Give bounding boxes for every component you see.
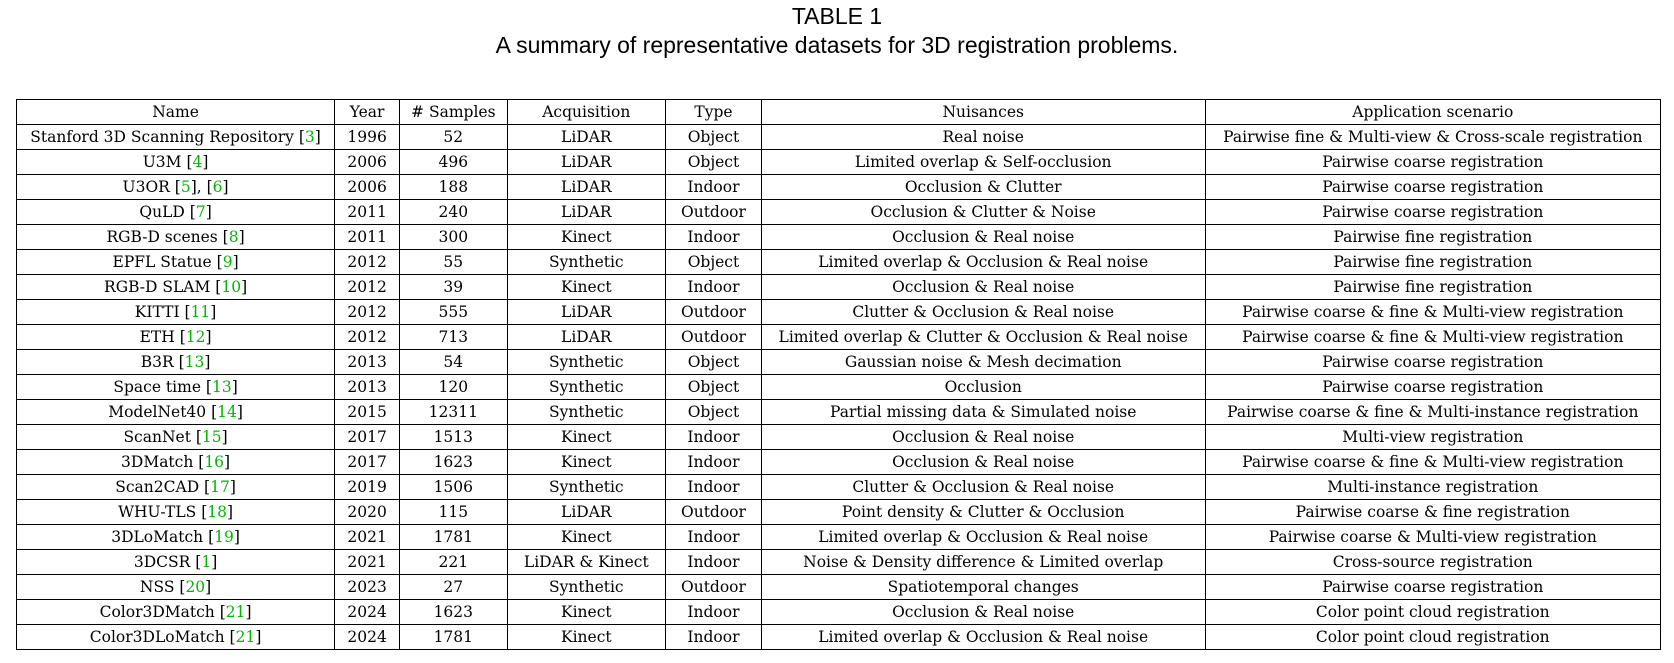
table-row [17,250,1661,275]
cell-samples: 1623 [400,450,507,475]
cell-nuisances: Occlusion & Clutter & Noise [761,200,1205,225]
cell-type: Indoor [666,625,762,650]
cell-samples: 300 [400,225,507,250]
cell-type: Outdoor [666,200,762,225]
cell-samples: 1781 [400,525,507,550]
cell-samples: 496 [400,150,507,175]
cell-samples: 115 [400,500,507,525]
citation-link[interactable]: 17 [210,478,230,496]
cell-acquisition: Synthetic [507,475,666,500]
cell-acquisition: LiDAR [507,175,666,200]
cell-type: Indoor [666,475,762,500]
cell-acquisition: Kinect [507,625,666,650]
cell-nuisances: Limited overlap & Self-occlusion [761,150,1205,175]
table-body [17,125,1661,650]
citation-link[interactable]: 10 [221,278,242,296]
table-row [17,625,1661,650]
cell-year: 2011 [335,225,400,250]
cell-name: Space time [13] [17,375,335,400]
cell-name: B3R [13] [17,350,335,375]
cell-acquisition: LiDAR [507,150,666,175]
cell-year: 2013 [335,375,400,400]
cell-nuisances: Clutter & Occlusion & Real noise [761,475,1205,500]
citation-link[interactable]: 21 [225,603,246,621]
cell-acquisition: LiDAR [507,300,666,325]
cell-type: Indoor [666,225,762,250]
cell-name: U3OR [5], [6] [17,175,335,200]
dataset-name: Scan2CAD [115,478,200,496]
cell-application: Pairwise coarse registration [1205,200,1660,225]
cell-name: 3DLoMatch [19] [17,525,335,550]
cell-acquisition: Synthetic [507,350,666,375]
cell-year: 2012 [335,300,400,325]
cell-acquisition: LiDAR [507,325,666,350]
cell-acquisition: Kinect [507,275,666,300]
cell-nuisances: Clutter & Occlusion & Real noise [761,300,1205,325]
cell-application: Pairwise fine registration [1205,250,1660,275]
dataset-name: 3DMatch [121,453,194,471]
cell-year: 2021 [335,525,400,550]
citation-link[interactable]: 16 [204,453,225,471]
table-row [17,175,1661,200]
dataset-name: RGB-D scenes [106,228,218,246]
cell-year: 2012 [335,275,400,300]
datasets-table [16,99,1661,650]
cell-application: Pairwise coarse registration [1205,375,1660,400]
cell-application: Pairwise fine registration [1205,225,1660,250]
cell-type: Object [666,150,762,175]
table-row [17,300,1661,325]
citation-link[interactable]: 15 [201,428,222,446]
table-row [17,225,1661,250]
cell-samples: 1506 [400,475,507,500]
dataset-name: ModelNet40 [108,403,207,421]
cell-name: EPFL Statue [9] [17,250,335,275]
cell-name: Color3DLoMatch [21] [17,625,335,650]
cell-acquisition: LiDAR [507,500,666,525]
cell-year: 2024 [335,600,400,625]
table-row [17,275,1661,300]
header-row [17,100,1661,125]
cell-type: Outdoor [666,325,762,350]
cell-year: 2012 [335,250,400,275]
cell-year: 2006 [335,150,400,175]
citation-link[interactable]: 1 [201,553,212,571]
cell-nuisances: Spatiotemporal changes [761,575,1205,600]
cell-nuisances: Partial missing data & Simulated noise [761,400,1205,425]
cell-name: QuLD [7] [17,200,335,225]
cell-name: 3DMatch [16] [17,450,335,475]
dataset-name: Space time [113,378,201,396]
cell-name: RGB-D SLAM [10] [17,275,335,300]
citation-link[interactable]: 19 [214,528,234,546]
cell-acquisition: Synthetic [507,400,666,425]
cell-acquisition: Kinect [507,450,666,475]
table-row [17,150,1661,175]
cell-samples: 1781 [400,625,507,650]
cell-type: Indoor [666,525,762,550]
cell-samples: 188 [400,175,507,200]
citation-link[interactable]: 8 [228,228,239,246]
table-row [17,575,1661,600]
cell-acquisition: Kinect [507,525,666,550]
column-header-year: Year [335,100,400,125]
citation-link[interactable]: 14 [217,403,237,421]
cell-year: 2021 [335,550,400,575]
cell-acquisition: LiDAR [507,125,666,150]
cell-nuisances: Noise & Density difference & Limited overlap [761,550,1205,575]
table-row [17,475,1661,500]
dataset-name: Color3DLoMatch [89,628,225,646]
citation-link[interactable]: 4 [192,153,203,171]
cell-nuisances: Occlusion & Real noise [761,450,1205,475]
table-row [17,200,1661,225]
table-row [17,125,1661,150]
cell-application: Pairwise coarse registration [1205,350,1660,375]
cell-name: NSS [20] [17,575,335,600]
cell-acquisition: Kinect [507,600,666,625]
citation-link[interactable]: 20 [185,578,206,596]
cell-application: Pairwise coarse registration [1205,175,1660,200]
cell-type: Indoor [666,550,762,575]
table-row [17,425,1661,450]
cell-nuisances: Occlusion & Real noise [761,225,1205,250]
dataset-name: Stanford 3D Scanning Repository [30,128,294,146]
cell-nuisances: Occlusion & Real noise [761,275,1205,300]
cell-application: Pairwise fine registration [1205,275,1660,300]
cell-samples: 39 [400,275,507,300]
table-row [17,375,1661,400]
cell-nuisances: Point density & Clutter & Occlusion [761,500,1205,525]
cell-application: Pairwise coarse & fine registration [1205,500,1660,525]
cell-year: 2006 [335,175,400,200]
cell-nuisances: Occlusion & Clutter [761,175,1205,200]
cell-type: Object [666,350,762,375]
cell-year: 2011 [335,200,400,225]
cell-samples: 713 [400,325,507,350]
table-row [17,325,1661,350]
cell-name: U3M [4] [17,150,335,175]
citation-link[interactable]: 13 [211,378,232,396]
table-row [17,450,1661,475]
cell-samples: 1623 [400,600,507,625]
dataset-name: U3M [142,153,182,171]
dataset-name: KITTI [134,303,180,321]
cell-acquisition: Synthetic [507,250,666,275]
citation-link[interactable]: 7 [195,203,206,221]
cell-samples: 55 [400,250,507,275]
dataset-name: NSS [139,578,175,596]
cell-year: 2015 [335,400,400,425]
cell-year: 2023 [335,575,400,600]
table-row [17,600,1661,625]
cell-acquisition: Kinect [507,425,666,450]
cell-nuisances: Limited overlap & Occlusion & Real noise [761,250,1205,275]
dataset-name: QuLD [139,203,185,221]
cell-name: 3DCSR [1] [17,550,335,575]
dataset-name: WHU-TLS [118,503,197,521]
cell-type: Object [666,375,762,400]
cell-samples: 12311 [400,400,507,425]
cell-samples: 54 [400,350,507,375]
cell-type: Object [666,125,762,150]
cell-acquisition: Synthetic [507,575,666,600]
cell-name: ScanNet [15] [17,425,335,450]
dataset-name: RGB-D SLAM [104,278,211,296]
dataset-name: U3OR [122,178,170,196]
table-row [17,550,1661,575]
cell-acquisition: LiDAR [507,200,666,225]
dataset-name: 3DCSR [133,553,191,571]
cell-year: 1996 [335,125,400,150]
citation-link[interactable]: 13 [184,353,205,371]
cell-application: Pairwise coarse & fine & Multi-view registration [1205,300,1660,325]
citation-link[interactable]: 11 [190,303,211,321]
cell-year: 2017 [335,450,400,475]
cell-application: Color point cloud registration [1205,625,1660,650]
citation-link[interactable]: 9 [222,253,233,271]
cell-samples: 221 [400,550,507,575]
table-row [17,525,1661,550]
cell-application: Pairwise coarse & fine & Multi-view registration [1205,325,1660,350]
column-header-acquisition: Acquisition [507,100,666,125]
cell-application: Pairwise coarse & Multi-view registration [1205,525,1660,550]
dataset-name: 3DLoMatch [111,528,204,546]
cell-samples: 120 [400,375,507,400]
cell-application: Multi-instance registration [1205,475,1660,500]
cell-application: Color point cloud registration [1205,600,1660,625]
cell-year: 2019 [335,475,400,500]
cell-name: KITTI [11] [17,300,335,325]
column-header-nuisances: Nuisances [761,100,1205,125]
cell-acquisition: Synthetic [507,375,666,400]
column-header-name: Name [17,100,335,125]
column-header-type: Type [666,100,762,125]
cell-nuisances: Limited overlap & Clutter & Occlusion & Real noise [761,325,1205,350]
cell-type: Indoor [666,600,762,625]
cell-nuisances: Real noise [761,125,1205,150]
cell-acquisition: LiDAR & Kinect [507,550,666,575]
cell-year: 2017 [335,425,400,450]
column-header-samples: # Samples [400,100,507,125]
cell-name: Stanford 3D Scanning Repository [3] [17,125,335,150]
table-label: TABLE 1 [791,3,883,29]
cell-nuisances: Occlusion & Real noise [761,425,1205,450]
citation-link[interactable]: 3 [304,128,315,146]
table-title: A summary of representative datasets for 3D registration problems. [495,32,1179,58]
cell-nuisances: Occlusion [761,375,1205,400]
cell-name: Scan2CAD [17] [17,475,335,500]
cell-type: Object [666,400,762,425]
cell-type: Indoor [666,450,762,475]
dataset-name: ScanNet [123,428,191,446]
column-header-application: Application scenario [1205,100,1660,125]
cell-year: 2024 [335,625,400,650]
citation-link[interactable]: 12 [185,328,206,346]
table-row [17,400,1661,425]
cell-type: Indoor [666,275,762,300]
cell-samples: 52 [400,125,507,150]
cell-type: Outdoor [666,300,762,325]
cell-samples: 1513 [400,425,507,450]
cell-application: Pairwise coarse & fine & Multi-view registration [1205,450,1660,475]
cell-application: Pairwise coarse registration [1205,150,1660,175]
cell-type: Indoor [666,425,762,450]
cell-application: Cross-source registration [1205,550,1660,575]
dataset-name: ETH [139,328,175,346]
dataset-name: EPFL Statue [112,253,212,271]
cell-name: Color3DMatch [21] [17,600,335,625]
citation-link[interactable]: 18 [207,503,227,521]
citation-link[interactable]: 6 [212,178,223,196]
cell-year: 2020 [335,500,400,525]
cell-name: ETH [12] [17,325,335,350]
cell-year: 2012 [335,325,400,350]
cell-nuisances: Limited overlap & Occlusion & Real noise [761,625,1205,650]
cell-application: Multi-view registration [1205,425,1660,450]
cell-name: RGB-D scenes [8] [17,225,335,250]
cell-application: Pairwise coarse registration [1205,575,1660,600]
cell-type: Indoor [666,175,762,200]
cell-nuisances: Limited overlap & Occlusion & Real noise [761,525,1205,550]
cell-samples: 240 [400,200,507,225]
cell-name: WHU-TLS [18] [17,500,335,525]
cell-name: ModelNet40 [14] [17,400,335,425]
cell-acquisition: Kinect [507,225,666,250]
cell-year: 2013 [335,350,400,375]
dataset-name: Color3DMatch [99,603,215,621]
cell-application: Pairwise fine & Multi-view & Cross-scale registration [1205,125,1660,150]
dataset-name: B3R [140,353,174,371]
table-row [17,500,1661,525]
cell-samples: 555 [400,300,507,325]
cell-type: Object [666,250,762,275]
citation-link[interactable]: 5 [180,178,191,196]
citation-link[interactable]: 21 [235,628,256,646]
cell-samples: 27 [400,575,507,600]
cell-nuisances: Gaussian noise & Mesh decimation [761,350,1205,375]
table-row [17,350,1661,375]
cell-type: Outdoor [666,575,762,600]
cell-application: Pairwise coarse & fine & Multi-instance registration [1205,400,1660,425]
cell-nuisances: Occlusion & Real noise [761,600,1205,625]
cell-type: Outdoor [666,500,762,525]
